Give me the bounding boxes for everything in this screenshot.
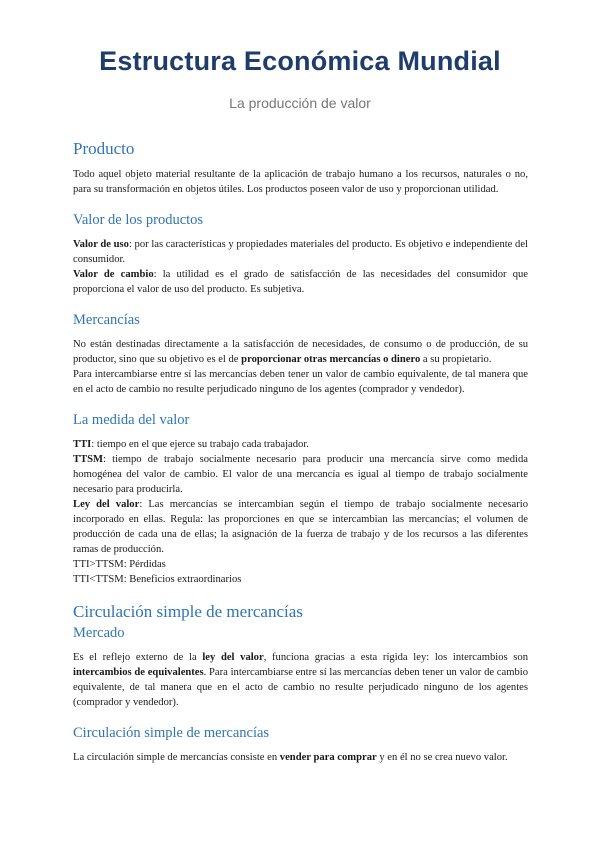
tti-paragraph [73, 437, 528, 452]
ley-valor-text: : Las mercancías se intercambian según el tiempo de trabajo socialmente necesario incorporado en ellas. Regula: las proporciones en que se intercambian las mercancías; el volumen de producción de cada una de ellas; la asignación de la fuerza de trabajo y de los recursos a las diferentes ramas de producción. [73, 499, 529, 555]
heading-valor-productos: Valor de los productos [73, 212, 204, 228]
mercado-bold-ley: ley del valor [202, 652, 264, 663]
mercancias-paragraph-1 [73, 337, 528, 367]
mercancias-p1-bold: proporcionar otras mercancías o dinero [241, 354, 421, 365]
section-mercancias [73, 311, 528, 397]
circulacion-bold: vender para comprar [279, 752, 377, 763]
document-title: Estructura Económica Mundial [99, 46, 501, 76]
circulacion-text-b: y en él no se crea nuevo valor. [376, 752, 508, 763]
mercado-bold-intercambios: intercambios de equivalentes [73, 667, 204, 678]
valor-uso-paragraph [73, 237, 528, 267]
mercancias-p1-text-b: a su propietario. [420, 354, 492, 365]
mercancias-paragraph-2: Para intercambiarse entre sí las mercancías deben tener un valor de cambio equivalente, de tal manera que en el acto de cambio no resulte perjudicado ninguno de los agentes (comprador y vendedor). [73, 369, 528, 395]
valor-cambio-term: Valor de cambio [73, 269, 154, 280]
mercancias-p1-text-a: No están destinadas directamente a la satisfacción de necesidades, de consumo o de producción, de su productor, sino que su objetivo es el de [73, 339, 528, 365]
mercado-text-a: Es el reflejo externo de la [73, 652, 203, 663]
mercado-text-c: . Para intercambiarse entre sí las mercancías deben tener un valor de cambio equivalente, de tal manera que en el acto de cambio no resulte perjudicado ninguno de los agentes (comprador y vendedor). [73, 667, 528, 708]
document-subtitle: La producción de valor [229, 95, 371, 111]
ttsm-term: TTSM [73, 454, 104, 465]
valor-cambio-paragraph [73, 267, 528, 297]
tti-term: TTI [73, 439, 92, 450]
mercado-paragraph [73, 650, 528, 710]
perdidas-line: TTI>TTSM: Pérdidas [73, 559, 166, 570]
ley-valor-term: Ley del valor [73, 499, 140, 510]
ttsm-text: : tiempo de trabajo socialmente necesario para producir una mercancía sirve como medida homogénea del valor de cambio. El valor de una mercancía es igual al tiempo de trabajo socialmente necesario para producirla. [73, 454, 528, 495]
mercado-text-b: , funciona gracias a esta rígida ley: los intercambios son [263, 652, 529, 663]
heading-medida-valor: La medida del valor [73, 412, 190, 428]
heading-mercancias: Mercancías [73, 312, 140, 328]
circulacion-text-a: La circulación simple de mercancías consiste en [73, 752, 280, 763]
beneficios-line: TTI<TTSM: Beneficios extraordinarios [73, 574, 242, 585]
section-circulacion [73, 601, 528, 765]
ley-valor-paragraph [73, 497, 528, 557]
heading-mercado: Mercado [73, 625, 125, 641]
section-valor-productos [73, 211, 528, 297]
tti-text: : tiempo en el que ejerce su trabajo cada trabajador. [91, 439, 309, 450]
heading-circulacion-simple: Circulación simple de mercancías [73, 725, 270, 741]
valor-cambio-text: : la utilidad es el grado de satisfacción de las necesidades del consumidor que proporciona el valor de uso del producto. Es subjetiva. [73, 269, 529, 295]
ttsm-paragraph [73, 452, 528, 497]
heading-circulacion: Circulación simple de mercancías [73, 602, 303, 621]
valor-uso-text: : por las características y propiedades materiales del producto. Es objetivo e independiente del consumidor. [73, 239, 528, 265]
valor-uso-term: Valor de uso [73, 239, 129, 250]
document-body [73, 138, 528, 765]
circulacion-simple-paragraph [73, 750, 528, 765]
producto-paragraph: Todo aquel objeto material resultante de la aplicación de trabajo humano a los recursos, naturales o no, para su transformación en objetos útiles. Los productos poseen valor de uso y proporcionan utilidad. [73, 169, 528, 195]
heading-producto: Producto [73, 139, 135, 158]
section-producto [73, 138, 528, 197]
section-medida-valor [73, 411, 528, 587]
